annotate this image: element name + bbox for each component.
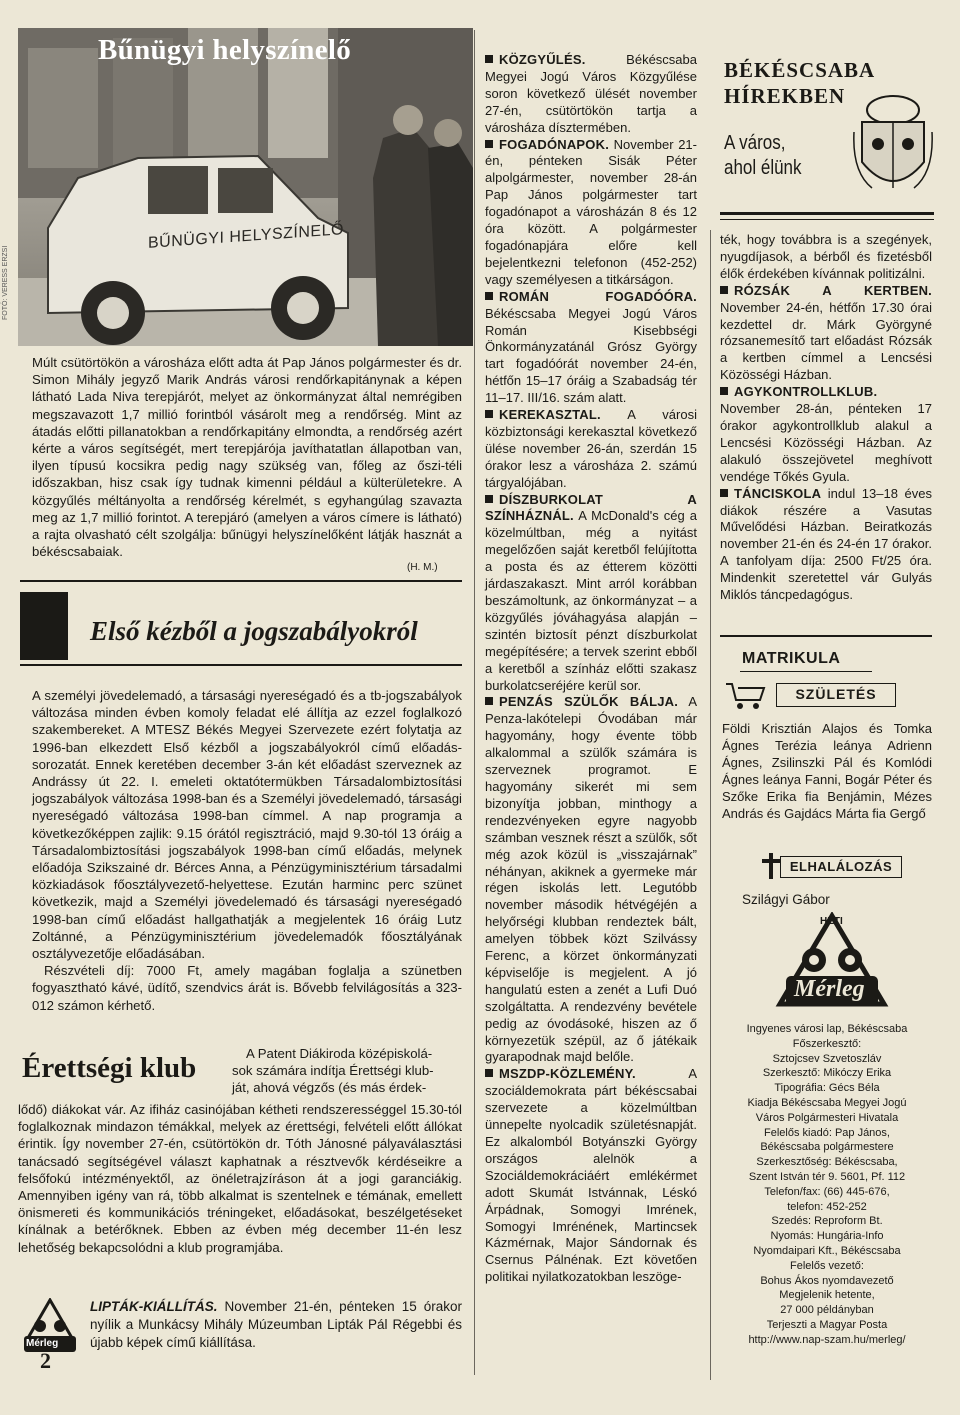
news-head: DÍSZBURKOLAT A SZÍNHÁZNÁL. — [485, 491, 697, 524]
news-head: KEREKASZTAL. — [499, 407, 601, 423]
coat-of-arms-icon — [852, 92, 934, 204]
masthead-line-1: BÉKÉSCSABA — [724, 58, 876, 82]
divider — [20, 664, 462, 666]
masthead-rule — [720, 212, 934, 215]
news-text: A városi közbiztonsági kerekasztal következő ülése november 26-án, szerdán 15 órakor lesz a városháza 2. számú tárgyalójában. — [485, 407, 697, 490]
bullet-square-icon — [485, 410, 493, 418]
news-item — [485, 289, 697, 407]
imprint-line: Felelős vezető: — [790, 1259, 864, 1272]
bullet-square-icon — [485, 55, 493, 63]
deaths-label: ELHALÁLOZÁS — [789, 859, 893, 874]
column-divider — [474, 30, 475, 1375]
law-paragraph-2: Részvételi díj: 7000 Ft, amely magában foglalja a szünetben fogyasztható kávé, üdítő, szendvics árát is. Bővebb felvilágosítás a 323-012 számon kérhető. — [32, 963, 462, 1013]
news-head: RÓZSÁK A KERTBEN. — [734, 282, 932, 298]
club-side-line-1: A Patent Diákiroda középiskolá- — [246, 1046, 433, 1061]
imprint-line: Város Polgármesteri Hivatala — [755, 1111, 899, 1124]
crime-caption-text: Múlt csütörtökön a városháza előtt adta át Pap János polgármester és dr. Simon Mihály jegyző Marik András városi rendőrkapitánynak a képen látható Lada Niva terepjárót, melyet az önkormányzat által nemrégiben megszavazott 1,7 millió forintból vásárolt meg a rendőrség. Mint az átadás előtti pillanatokban a rendőrkapitány elmondta, a rendőrség azért kérte a város segítségét, mert terepjárója javíthatatlan állapotban van, ilyen típusú kocsikra pedig nagy szükség van, főleg az őszi-téli időszakban, hisz csak így tudnak kimenni például a külterületekre. A közgyűlés méltányolta a rendőrség kérelmét, s egyhangúlag szavazta meg az 1,7 millió forintot. A terepjáró (amelyen a város címere is látható) a rajta olvasható célt szolgálja: bűnügyi helyszínelőként látják hasznát a békéscsabaiak. — [32, 355, 462, 560]
logo-top: HETI — [820, 916, 843, 927]
imprint-line: Szent István tér 9. 5601, Pf. 112 — [748, 1170, 906, 1183]
cross-icon — [762, 853, 780, 879]
imprint-line: Felelős kiadó: Pap János, — [764, 1126, 890, 1139]
bullet-square-icon — [485, 697, 493, 705]
photo-credit: FOTÓ: VERESS ERZSI — [2, 245, 9, 320]
news-head: TÁNCISKOLA — [734, 485, 822, 501]
bullet-square-icon — [720, 286, 728, 294]
slogan-line-2: ahol élünk — [724, 157, 802, 179]
divider — [720, 635, 932, 637]
logo-word: Mérleg — [794, 976, 865, 1002]
imprint-line: 27 000 példányban — [780, 1304, 874, 1317]
crest-icon — [852, 92, 934, 204]
imprint-line: Bohus Ákos nyomdavezető — [760, 1274, 894, 1287]
imprint — [718, 1022, 936, 1348]
news-text: November 24-én, hétfőn 17.30 órai kezdettel dr. Márk Györgyné rózsanemesítő tart előadást Rózsák a kertben címmel a Lencsési Közösségi Házban. — [720, 299, 932, 383]
law-black-box — [20, 592, 68, 660]
imprint-line: Békéscsaba polgármestere — [760, 1141, 894, 1154]
small-merleg-logo — [22, 1298, 78, 1373]
imprint-line: Tipográfia: Gécs Béla — [774, 1082, 880, 1095]
right-column — [720, 232, 932, 604]
club-body-text: lődő) diákokat vár. Az ifiház casinójában kétheti rendszerességgel 15.30-tól foglalkoznak mindazon témákkal, melyek az érettségi, felvételi előtt állókat érintik. Így november 27-én, csütörtökön dr. Tóth Jánosné pályaválasztási tanácsadó segítségével választ kaphatnak a résztvevők kérdéseikre a felsőfokú intézményektől, az önéletrajzíráson át a jogi garanciákig. Amennyiben igény van rá, több alkalmat is szentelnek e témának, emellett önismereti és kommunikációs tréningeket, előadásokat, beszélgetéseket kínálnak a betérőknek. Ebben az évben még december 11-én lesz lehetőség bekapcsolódni a klub programjába. — [18, 1102, 462, 1255]
club-body — [18, 1101, 462, 1256]
news-text: Békéscsaba Megyei Jogú Város Közgyűlése soron következő ülését november 27-én, csütörtökön tartja a városháza dísztermében. — [485, 52, 697, 135]
law-paragraph-1: A személyi jövedelemadó, a társasági nyereségadó és a tb-jogszabályok változása minden évben komoly feladat elé állítja az ezzel foglalkozó szakembereket. A MTESZ Békés Megyei Szervezete ezért folytatja az 1996-ban elkezdett Első kézből a jogszabályokról című előadás-sorozatát. Ennek keretében december 3-án két előadást szerveznek az Andrássy út 22. I. emeleti oktatótermükben Társadalombiztosítási jogszabályok változása 1998-ban és a Személyi jövedelemadó, társasági nyereségadó változása 1998-ban címmel. A nap programja a következőképpen zajlik: 9.15 órától regisztráció, majd 9.30-tól 13 óráig a Társadalombiztosítási jogszabályok 1998-ban című előadás, melynek előadója Szikszainé dr. Bérces Anna, a Pénzügyminisztérium társadalmi közkiadások főosztályvezető-helyettese. Ezután harminc perc szünet következik, majd a Személyi jövedelemadó és társasági nyereségadó 1998-ban című előadást hallgathatják a megjelentek 16 óráig Lutz Zoltánné, a Pénzügyminisztérium jövedelemadók főosztályának osztályvezetője előadásában. — [32, 688, 462, 962]
small-logo-word: Mérleg — [26, 1338, 59, 1349]
bullet-square-icon — [720, 489, 728, 497]
bullet-square-icon — [720, 387, 728, 395]
news-item — [720, 486, 932, 604]
imprint-line: Szerkesztő: Mikóczy Erika — [762, 1067, 892, 1080]
law-body — [32, 687, 462, 1014]
deaths-text: Szilágyi Gábor — [742, 892, 830, 907]
club-side-line-2: sok számára indítja Érettségi klub- — [232, 1063, 434, 1079]
news-head: KÖZGYŰLÉS. — [499, 52, 586, 67]
imprint-url[interactable]: http://www.nap-szam.hu/merleg/ — [748, 1333, 906, 1346]
masthead-line-2: HÍREKBEN — [724, 84, 846, 108]
births-label: SZÜLETÉS — [795, 686, 877, 702]
imprint-line: Főszerkesztő: — [792, 1037, 862, 1050]
deaths-box — [780, 856, 902, 878]
crime-photo — [18, 28, 473, 346]
news-item — [720, 384, 932, 485]
news-text: November 21-én, pénteken Sisák Péter alpolgármester, november 28-án Pap János polgármester tart fogadónapot a városházán 8 és 12 óra között. A polgármester fogadónapjára előre kell bejelentkezni telefonon (452-252) vagy személyesen a titkárságon. — [485, 136, 697, 287]
news-text: A Penza-lakótelepi Óvodában már hagyomány, hogy évente több alkalommal a szülők számára is szerveznek programot. E hagyomány sikerét mi sem bizonyítja jobban, minthogy a rendezvényeken egyre nagyobb számban vesznek részt a szülők, sőt még azok közül is „visszajárnak” néhányan, akiknek a gyermeke már régen iskolás lett. Legutóbb november második hétvégéjén a helyőrségi klubban rendeztek bált, amelyen többek közt Szilvássy Ferenc, a körzet önkormányzati képviselője is megjelent. A jó hangulatú esten a zenét a Lufi Duó szolgáltatta. A rendezvény bevétele pedig az óvodásoké, hiszen az ő környezetük szépül, az ő játékaik gyarapodnak majd belőle. — [485, 694, 697, 1065]
news-head: ROMÁN FOGADÓÓRA. — [499, 288, 697, 304]
news-head: AGYKONTROLLKLUB. — [734, 384, 878, 400]
news-head: MSZDP-KÖZLEMÉNY. — [499, 1066, 636, 1082]
births-text: Földi Krisztián Alajos és Tomka Ágnes Terézia leánya Adrienn Ágnes, Zsilinszki Pál és Komlódi Ágnes leánya Fanni, Bogár Péter és Szőke Erika fia Benjámin, Mézes András és Gajdács Márta fia Gergő — [722, 721, 932, 821]
imprint-line: Nyomdaipari Kft., Békéscsaba — [753, 1244, 901, 1257]
liptak-label: LIPTÁK-KIÁLLÍTÁS. — [90, 1299, 218, 1314]
imprint-line: Sztojcsev Szvetoszláv — [772, 1052, 882, 1065]
club-side — [232, 1045, 462, 1097]
news-text: A McDonald's cég a közelmúltban, még a nyitást megelőzően saját keretből felújította a posta és az étterem közötti járdaszakaszt. Mint arról korábban beszámoltunk, az önkormányzat – a közgyűlés jóváhagyása alapján – szintén biztosít pénzt díszburkolat megépítésére; a tervek szerint ebből a keretből a színház előtti szakasz burkolatcseréjére kerül sor. — [485, 508, 697, 693]
bullet-square-icon — [485, 140, 493, 148]
merleg-logo — [772, 912, 892, 1014]
pram-icon — [722, 680, 768, 710]
divider — [20, 580, 462, 582]
crime-signature: (H. M.) — [407, 562, 438, 573]
imprint-line: Kiadja Békéscsaba Megyei Jogú — [747, 1096, 907, 1109]
news-text: Békéscsaba Megyei Jogú Város Román Kisebbségi Önkormányzatánál Grósz György tart fogadóórát november 24-én, hétfőn 15–17 óráig a Szabadság tér 11–17. III/16. szám alatt. — [485, 305, 697, 406]
slogan-line-1: A város, — [724, 132, 786, 154]
news-item — [485, 492, 697, 695]
club-title: Érettségi klub — [22, 1052, 197, 1084]
news-text: indul 13–18 éves diákok részére a Vasutas Művelődési Házban. Beiratkozás november 21-én és 24-én 17 órakor. A tanfolyam díja: 2500 Ft/25 óra. Mindenkit szeretettel vár Gulyás Miklós táncpedagógus. — [720, 485, 932, 603]
imprint-line: Nyomás: Hungária-Info — [770, 1230, 884, 1243]
masthead-rule — [720, 219, 934, 220]
divider — [740, 671, 872, 672]
news-item — [485, 52, 697, 137]
club-side-line-3: ját, ahová végzős (és más érdek- — [232, 1080, 427, 1096]
baby-carriage-icon — [722, 680, 768, 710]
news-item — [485, 407, 697, 492]
news-head: PENZÁS SZÜLŐK BÁLJA. — [499, 694, 679, 710]
news-item — [485, 1066, 697, 1286]
imprint-line: Megjelenik hetente, — [779, 1289, 875, 1302]
continued-text: ték, hogy továbbra is a szegények, nyugdíjasok, a bérből és fizetésből élők érdekében kívánnak politizálni. — [720, 232, 932, 281]
law-title: Első kézből a jogszabályokról — [90, 616, 418, 646]
vehicle-label: BŰNÜGYI HELYSZÍNELŐ — [148, 221, 344, 252]
imprint-line: telefon: 452-252 — [787, 1200, 867, 1213]
births-box — [776, 683, 896, 707]
news-item — [485, 694, 697, 1066]
news-item — [720, 283, 932, 384]
imprint-line: Ingyenes városi lap, Békéscsaba — [746, 1023, 908, 1035]
matrikula-heading: MATRIKULA — [742, 650, 841, 667]
column-divider — [710, 230, 711, 1380]
news-head: FOGADÓNAPOK. — [499, 136, 610, 152]
photo-scene — [18, 28, 473, 346]
bullet-square-icon — [485, 1069, 493, 1077]
news-item — [485, 137, 697, 289]
news-text: November 28-án, pénteken 17 órakor agykontrollklub alakul a Lencsési Közösségi Házban. Az alakuló összejövetel meghívott vendége Tőkés Gyula. — [720, 401, 932, 484]
bullet-square-icon — [485, 495, 493, 503]
imprint-line: Terjeszti a Magyar Posta — [766, 1318, 888, 1331]
page-number: 2 — [40, 1348, 51, 1373]
liptak-text: November 21-én, pénteken 15 órakor nyílik a Munkácsy Mihály Múzeumban Lipták Pál Régebbi és újabb képek című kiállítása. — [90, 1299, 462, 1350]
imprint-line: Szerkesztőség: Békéscsaba, — [756, 1156, 898, 1169]
imprint-line: Telefon/fax: (66) 445-676, — [764, 1185, 890, 1198]
imprint-line: Szedés: Reproform Bt. — [771, 1215, 883, 1228]
bullet-square-icon — [485, 292, 493, 300]
news-text: A szociáldemokrata párt békéscsabai szervezete a közelmúltban ünnepelte nyolcadik születésnapját. Ez alkalomból Botyánszki György országos alelnök a Szociáldemokráciáért emlékérmet adott Skumát Istvánnak, Léskó Árpádnak, Somogyi Imrének, Somogyi Imrénének, Martincsek Kázmérnak, Major Sándornak és Csernus Pálnénak. Ezt követően politikai nyilatkozatokban leszöge- — [485, 1066, 697, 1285]
liptak-notice — [90, 1298, 462, 1352]
crime-caption — [32, 354, 462, 560]
crime-title: Bűnügyi helyszínelő — [98, 34, 352, 66]
middle-column — [485, 52, 697, 1286]
